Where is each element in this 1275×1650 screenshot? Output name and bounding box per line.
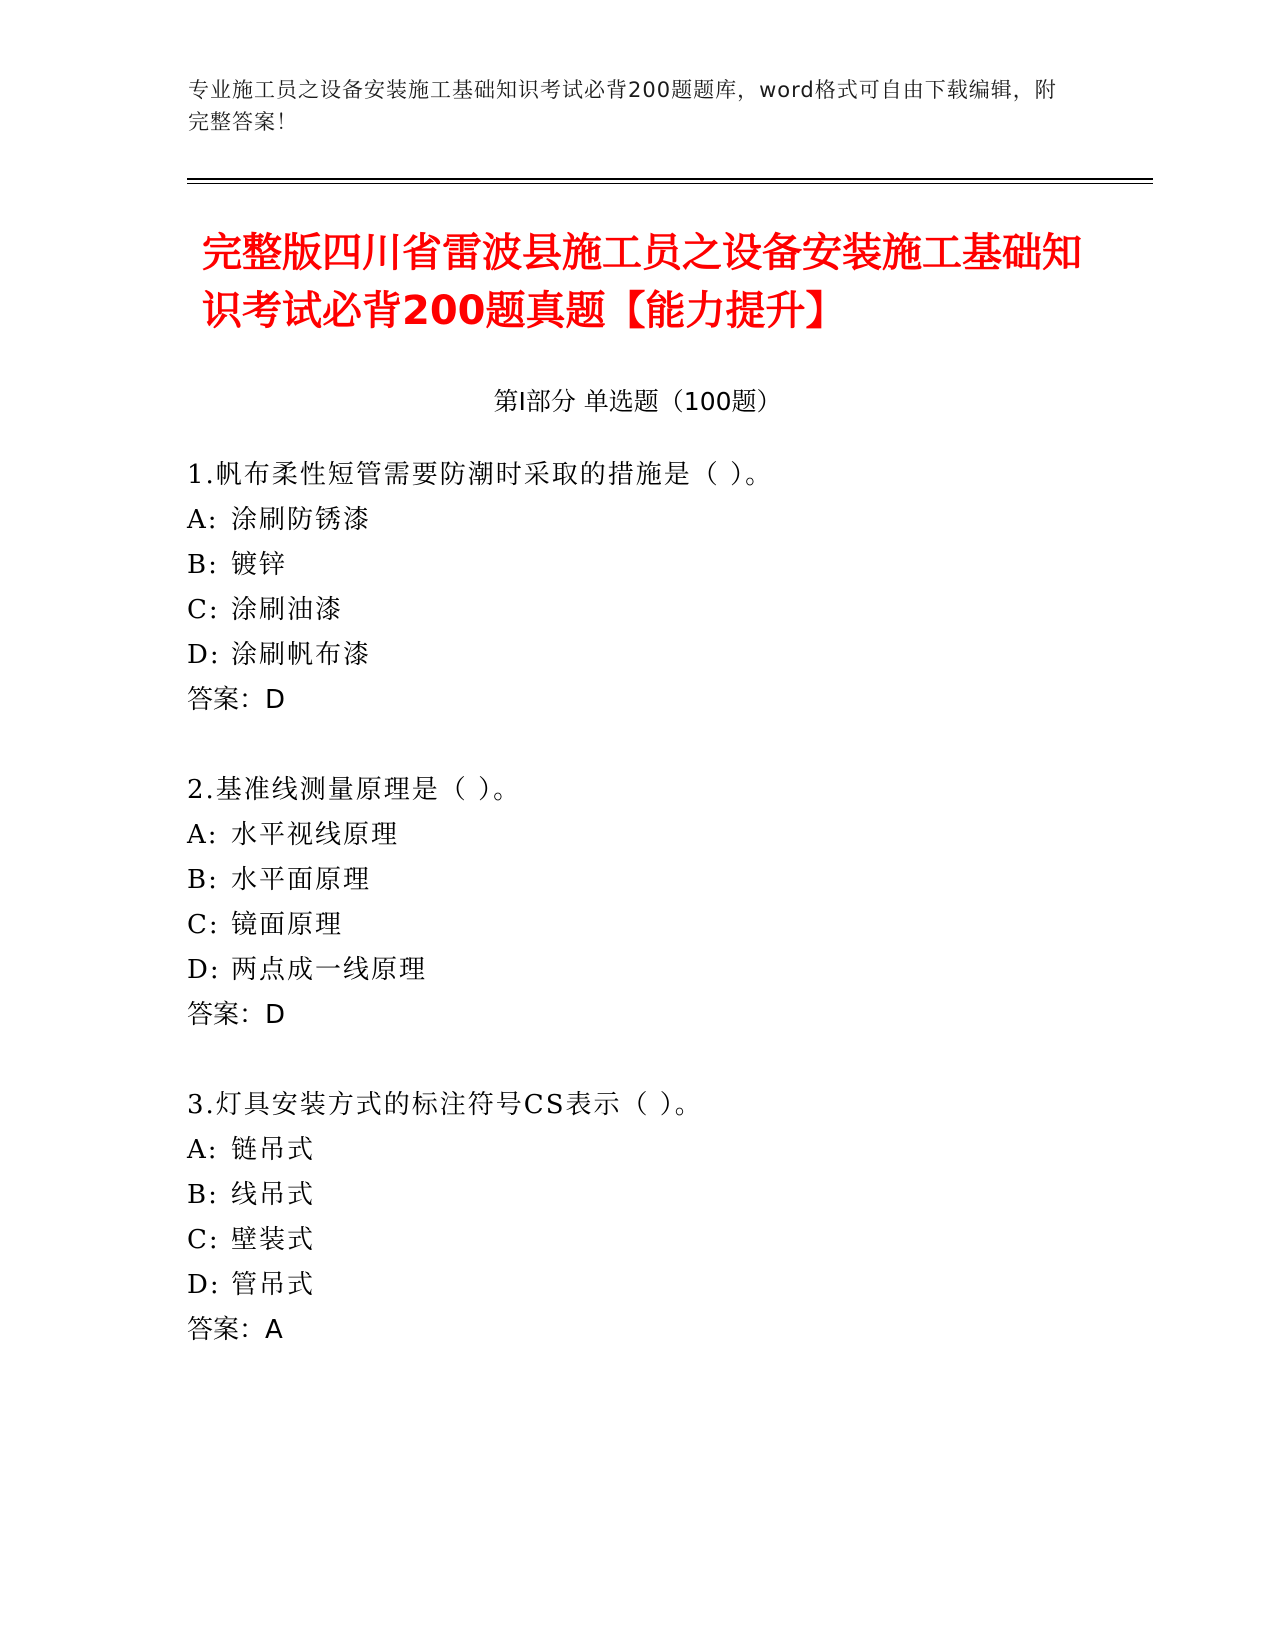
section-title: 第I部分 单选题（100题） bbox=[493, 387, 782, 416]
question-stem: 3.灯具安装方式的标注符号CS表示（ ）。 bbox=[187, 1090, 703, 1120]
answer-line: 答案：D bbox=[187, 685, 286, 715]
option-d bbox=[187, 948, 1127, 993]
option-a bbox=[187, 1128, 1127, 1173]
option-text: 水平视线原理 bbox=[231, 820, 400, 850]
option-letter: C: bbox=[187, 595, 220, 625]
option-text: 链吊式 bbox=[231, 1135, 316, 1165]
option-d bbox=[187, 633, 1127, 678]
option-text: 涂刷帆布漆 bbox=[231, 640, 372, 670]
header-divider-thin bbox=[187, 183, 1153, 184]
option-text: 两点成一线原理 bbox=[231, 955, 428, 985]
option-b bbox=[187, 543, 1127, 588]
answer-line: 答案：D bbox=[187, 1000, 286, 1030]
option-letter: A: bbox=[187, 820, 219, 850]
option-text: 镜面原理 bbox=[231, 910, 344, 940]
option-a bbox=[187, 813, 1127, 858]
option-a bbox=[187, 498, 1127, 543]
option-letter: A: bbox=[187, 1135, 219, 1165]
option-letter: C: bbox=[187, 910, 220, 940]
option-letter: B: bbox=[187, 1180, 219, 1210]
option-text: 壁装式 bbox=[231, 1225, 316, 1255]
option-c bbox=[187, 588, 1127, 633]
option-text: 涂刷油漆 bbox=[231, 595, 344, 625]
question-stem: 2.基准线测量原理是（ ）。 bbox=[187, 775, 522, 805]
option-d bbox=[187, 1263, 1127, 1308]
option-letter: D: bbox=[187, 640, 221, 670]
option-letter: B: bbox=[187, 550, 219, 580]
option-c bbox=[187, 903, 1127, 948]
question-stem: 1.帆布柔性短管需要防潮时采取的措施是（ ）。 bbox=[187, 460, 774, 490]
option-b bbox=[187, 1173, 1127, 1218]
option-letter: D: bbox=[187, 1270, 221, 1300]
question-2 bbox=[187, 768, 1127, 1038]
option-c bbox=[187, 1218, 1127, 1263]
option-text: 管吊式 bbox=[231, 1270, 316, 1300]
option-text: 镀锌 bbox=[231, 550, 288, 580]
question-3 bbox=[187, 1083, 1127, 1353]
header-note: 专业施工员之设备安装施工基础知识考试必背200题题库，word格式可自由下载编辑，附完整答案！ bbox=[188, 78, 1057, 134]
option-letter: A: bbox=[187, 505, 219, 535]
header-divider-thick bbox=[187, 178, 1153, 180]
option-text: 涂刷防锈漆 bbox=[231, 505, 372, 535]
option-b bbox=[187, 858, 1127, 903]
question-1 bbox=[187, 453, 1127, 723]
document-title: 完整版四川省雷波县施工员之设备安装施工基础知识考试必背200题真题【能力提升】 bbox=[202, 230, 1082, 334]
option-letter: C: bbox=[187, 1225, 220, 1255]
option-letter: D: bbox=[187, 955, 221, 985]
option-text: 水平面原理 bbox=[231, 865, 372, 895]
answer-line: 答案：A bbox=[187, 1315, 283, 1345]
option-text: 线吊式 bbox=[231, 1180, 316, 1210]
option-letter: B: bbox=[187, 865, 219, 895]
